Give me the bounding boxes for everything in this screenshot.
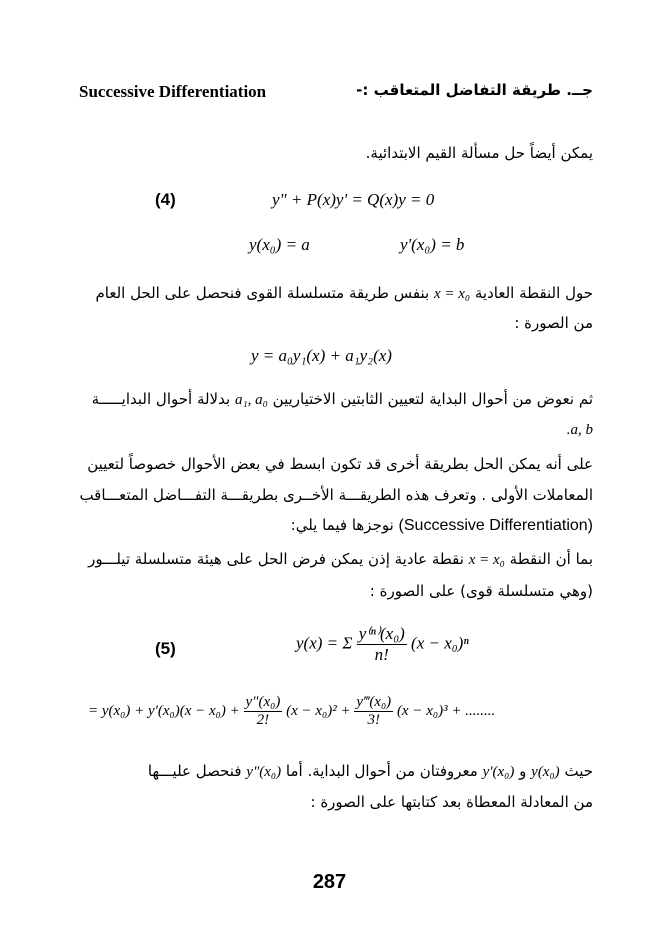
eq5-lhs: y(x) = Σ xyxy=(296,633,353,653)
header-title-en: Successive Differentiation xyxy=(79,82,267,101)
p2-text-a: ثم نعوض من أحوال البداية لتعيين الثابتين الاختياريين xyxy=(272,390,593,408)
equation-number-5: (5) xyxy=(155,639,176,658)
p5-math-1: y(x₀) xyxy=(531,764,560,780)
expansion-part-b: (x − x₀)² + xyxy=(286,702,351,719)
paragraph-3-line-3 xyxy=(291,516,593,535)
expansion-fraction-1 xyxy=(244,694,283,729)
paragraph-1-line-1 xyxy=(95,284,593,303)
eq5-denominator: n! xyxy=(374,645,389,664)
paragraph-5-line-2: من المعادلة المعطاة بعد كتابتها على الصورة : xyxy=(310,793,593,811)
paragraph-4-line-1 xyxy=(88,550,593,569)
p1-text-b: بنفس طريقة متسلسلة القوى فنحصل على الحل العام xyxy=(95,284,430,302)
eq5-tail: (x − x₀)ⁿ xyxy=(411,633,469,653)
paragraph-2-line-1 xyxy=(92,390,593,409)
p5-text-a: حيث xyxy=(564,762,593,780)
general-solution: y = a₀y₁(x) + a₁y₂(x) xyxy=(251,346,392,365)
expansion-f2-numerator: y‴(x₀) xyxy=(356,694,392,710)
p2-math: a₁, a₀ xyxy=(234,392,268,408)
expansion-f1-denominator: 2! xyxy=(256,712,270,728)
equation-5 xyxy=(296,624,469,665)
taylor-expansion xyxy=(88,694,495,729)
initial-condition-1: y(x₀) = a xyxy=(249,235,310,254)
expansion-fraction-2 xyxy=(354,694,393,729)
expansion-part-c: (x − x₀)³ + ........ xyxy=(396,702,496,719)
expansion-part-a: = y(x₀) + y'(x₀)(x − x₀) + xyxy=(88,702,240,719)
expansion-f1-numerator: y"(x₀) xyxy=(245,694,281,710)
p5-math-3: y"(x₀) xyxy=(246,764,282,780)
p2-text-b: بدلالة أحوال البدايـــــة xyxy=(91,390,231,408)
page-number: 287 xyxy=(312,871,347,893)
paragraph-2-line-2: .a, b xyxy=(566,422,593,438)
expansion-f2-denominator: 3! xyxy=(367,712,381,728)
p4-math: x = x₀ xyxy=(468,552,505,568)
paragraph-4-line-2: (وهي متسلسلة قوى) على الصورة : xyxy=(369,582,593,600)
p5-and: و xyxy=(519,762,527,780)
p1-text-a: حول النقطة العادية xyxy=(474,284,593,302)
p5-text-c: فنحصل عليـــها xyxy=(147,762,242,780)
equation-4: y" + P(x)y' = Q(x)y = 0 xyxy=(272,190,435,209)
p5-text-b: معروفتان من أحوال البداية. أما xyxy=(285,762,478,780)
equation-number-4: (4) xyxy=(155,190,176,209)
header-title-ar: جــ. طريقة التفاضل المتعاقب :- xyxy=(356,81,593,99)
initial-condition-2: y'(x₀) = b xyxy=(400,235,465,254)
p4-text-a: بما أن النقطة xyxy=(509,550,593,568)
paragraph-1-line-2: من الصورة : xyxy=(514,314,593,332)
paragraph-3-line-1: على أنه يمكن الحل بطريقة أخرى قد تكون ابسط في بعض الأحوال خصوصاً لتعيين xyxy=(87,455,593,473)
p5-math-2: y'(x₀) xyxy=(482,764,515,780)
eq5-fraction xyxy=(357,624,407,665)
p3-text-en: (Successive Differentiation) xyxy=(398,517,593,534)
intro-line: يمكن أيضاً حل مسألة القيم الابتدائية. xyxy=(365,144,593,162)
paragraph-3-line-2: المعاملات الأولى . وتعرف هذه الطريقـــة الأخــرى بطريقـــة التفـــاضل المتعـــاقب xyxy=(79,486,593,504)
p4-text-b: نقطة عادية إذن يمكن فرض الحل على هيئة متسلسلة تيلـــور xyxy=(88,550,464,568)
paragraph-5-line-1 xyxy=(148,762,593,781)
p1-math: x = x₀ xyxy=(433,286,471,302)
p3-text-ar: نوجزها فيما يلي: xyxy=(290,516,394,534)
eq5-numerator: y⁽ⁿ⁾(x₀) xyxy=(358,624,405,643)
